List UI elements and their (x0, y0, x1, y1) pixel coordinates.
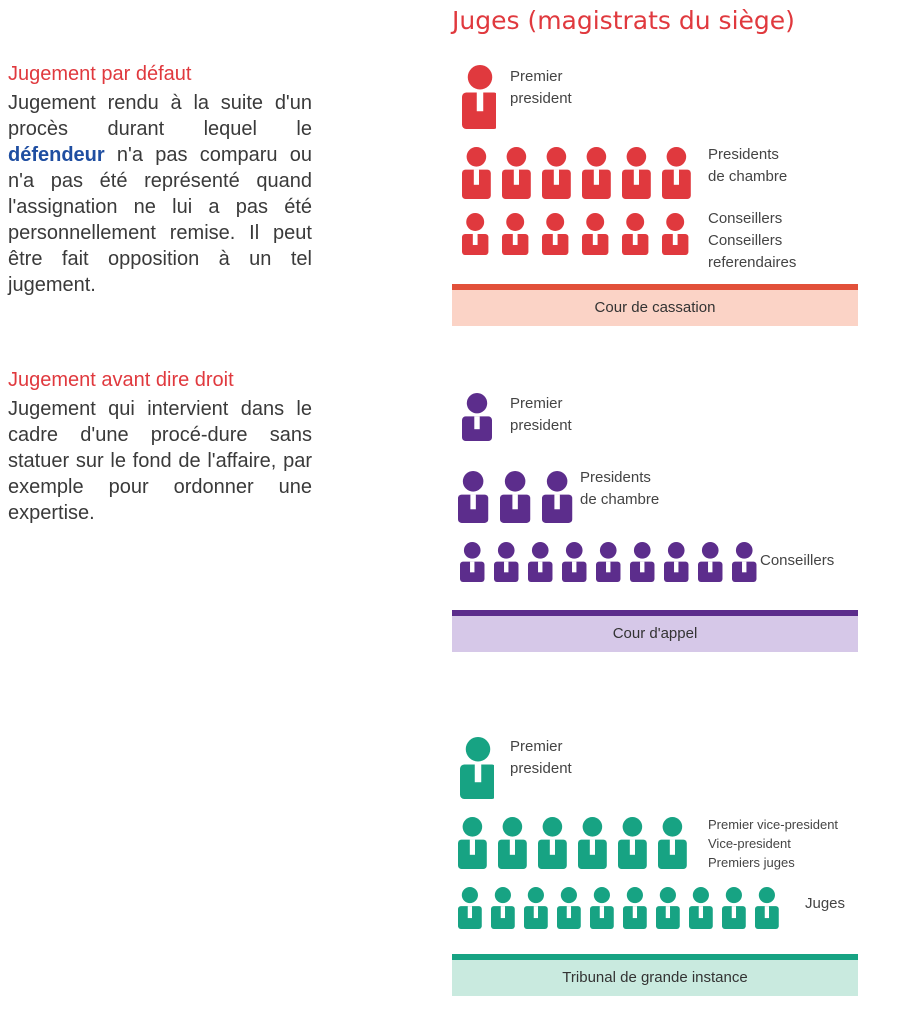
person-icon (689, 887, 713, 929)
glossary-term-2: Jugement avant dire droit (8, 369, 234, 391)
person-row-tgi-juges (456, 886, 786, 930)
person-icon (662, 213, 688, 255)
court-name: Tribunal de grande instance (562, 969, 748, 986)
person-row-tgi-premier (458, 736, 494, 800)
person-icon (656, 887, 680, 929)
person-icon (582, 147, 611, 199)
person-icon (722, 887, 746, 929)
person-icon (538, 817, 567, 869)
definition-text: n'a pas comparu ou n'a pas été représenté quand l'assignation ne lui a pas été personnellement remise. Il peut être fait opposition à un tel jugement. (8, 144, 312, 296)
glossary-definition-2 (8, 396, 312, 526)
person-row-appel-presidents (456, 470, 580, 524)
person-icon (502, 213, 528, 255)
person-icon (458, 887, 482, 929)
person-row-cassation-conseillers (460, 212, 696, 256)
person-icon (557, 887, 581, 929)
person-row-cassation-presidents (460, 146, 696, 200)
person-icon (462, 65, 496, 129)
person-icon (618, 817, 647, 869)
court-bar-tgi (452, 954, 858, 996)
person-icon (596, 542, 620, 582)
person-icon (462, 147, 491, 199)
person-icon (662, 147, 691, 199)
glossary-term-1: Jugement par défaut (8, 63, 192, 85)
person-icon (623, 887, 647, 929)
person-icon (622, 213, 648, 255)
diagram-title: Juges (magistrats du siège) (452, 6, 795, 35)
label-tgi-juges: Juges (805, 895, 846, 912)
person-icon (460, 737, 494, 799)
person-icon (732, 542, 756, 582)
definition-text: Jugement rendu à la suite d'un procès durant lequel le (8, 92, 312, 140)
person-icon (542, 147, 571, 199)
court-bar-appel (452, 610, 858, 652)
person-icon (528, 542, 552, 582)
person-icon (458, 817, 487, 869)
label-cassation-conseillers: Conseillers Conseillers referendaires (708, 210, 797, 271)
person-icon (502, 147, 531, 199)
person-icon (630, 542, 654, 582)
glossary-definition-1 (8, 90, 312, 298)
person-icon (755, 887, 779, 929)
person-row-cassation-premier (460, 64, 496, 130)
person-icon (658, 817, 687, 869)
person-icon (698, 542, 722, 582)
person-icon (462, 213, 488, 255)
person-icon (462, 393, 492, 441)
person-row-tgi-vice (456, 816, 692, 870)
person-icon (458, 471, 488, 523)
person-icon (542, 213, 568, 255)
person-icon (498, 817, 527, 869)
person-icon (582, 213, 608, 255)
person-icon (562, 542, 586, 582)
label-cassation-presidents: Presidents de chambre (708, 146, 788, 185)
person-row-appel-conseillers (458, 541, 758, 583)
label-tgi-premier: Premier president (510, 738, 572, 777)
person-row-appel-premier (460, 392, 496, 442)
person-icon (622, 147, 651, 199)
person-icon (542, 471, 572, 523)
person-icon (664, 542, 688, 582)
person-icon (578, 817, 607, 869)
label-tgi-vice: Premier vice-president Vice-president Premiers juges (708, 817, 839, 870)
person-icon (500, 471, 530, 523)
person-icon (460, 542, 484, 582)
label-appel-premier: Premier president (510, 395, 572, 434)
label-appel-presidents: Presidents de chambre (580, 469, 660, 508)
label-cassation-premier: Premier president (510, 68, 572, 107)
person-icon (491, 887, 515, 929)
court-name: Cour d'appel (612, 625, 698, 642)
definition-text: Jugement qui intervient dans le cadre d'une procé-dure sans statuer sur le fond de l'affaire, par exemple pour ordonner une expertise. (8, 398, 312, 524)
person-icon (494, 542, 518, 582)
person-icon (524, 887, 548, 929)
person-icon (590, 887, 614, 929)
court-bar-cassation (452, 284, 858, 326)
defendeur-keyword: défendeur (8, 144, 105, 166)
label-appel-conseillers: Conseillers (760, 552, 835, 569)
court-name: Cour de cassation (594, 299, 716, 316)
